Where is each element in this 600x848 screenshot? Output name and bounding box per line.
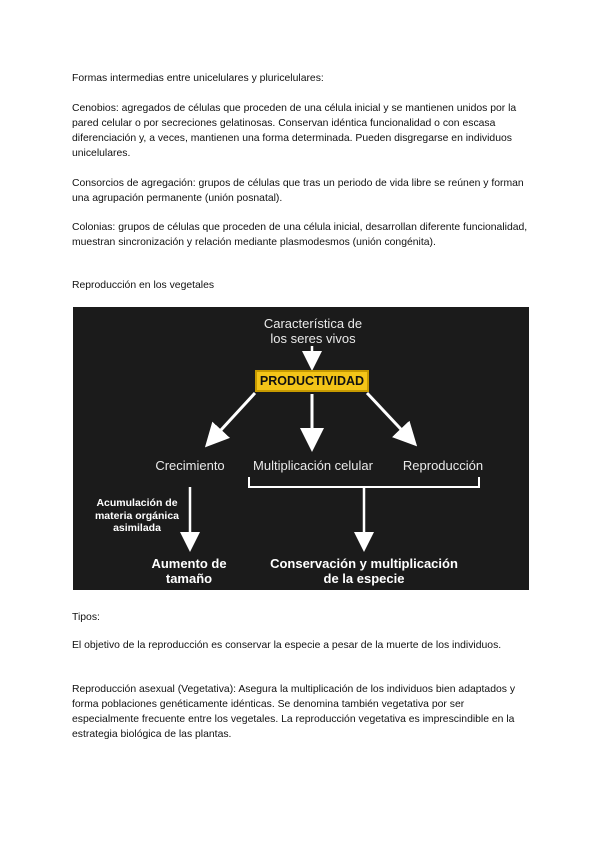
- label-reproduccion: Reproducción: [402, 458, 484, 473]
- paragraph-consorcios: Consorcios de agregación: grupos de células que tras un periodo de vida libre se reúnen y forman una agrupación permanente (unión posnatal).: [72, 178, 524, 204]
- arrow-to-crecimiento: [209, 393, 255, 443]
- label-crecimiento: Crecimiento: [155, 458, 225, 473]
- label-aumento-tamano: Aumento de tamaño: [151, 556, 227, 586]
- heading-tipos: Tipos:: [72, 612, 100, 623]
- diagram-lines: [73, 307, 529, 590]
- heading-formas-intermedias: Formas intermedias entre unicelulares y pluricelulares:: [72, 73, 324, 84]
- bracket: [249, 477, 479, 487]
- arrow-to-reproduccion: [367, 393, 413, 442]
- paragraph-cenobios: Cenobios: agregados de células que proceden de una célula inicial y se mantienen unidos por la pared celular o por secreciones gelatinosas. Conservan idéntica funcionalidad o con escasa diferenciación y, a veces, mantienen una forma determinada. Pueden disgregarse en individuos unicelulares.: [72, 103, 517, 159]
- paragraph-reproduccion-asexual: Reproducción asexual (Vegetativa): Asegura la multiplicación de los individuos bien adaptados y forma poblaciones genéticamente idénticas. Se denomina también vegetativa por ser especialmente frecuente entre los vegetales. La reproducción vegetativa es imprescindible en la estrategia biológica de las plantas.: [72, 684, 516, 740]
- label-conservacion: Conservación y multiplicación de la especie: [270, 556, 458, 586]
- paragraph-colonias: Colonias: grupos de células que proceden de una célula inicial, desarrollan diferente funcionalidad, muestran sincronización y relación mediante plasmodesmos (unión congénita).: [72, 222, 528, 248]
- label-multiplicacion-celular: Multiplicación celular: [253, 458, 373, 473]
- productividad-diagram: [73, 307, 529, 590]
- paragraph-objetivo: El objetivo de la reproducción es conservar la especie a pesar de la muerte de los individuos.: [72, 640, 502, 651]
- productividad-box: PRODUCTIVIDAD: [255, 370, 369, 392]
- label-acumulacion: Acumulación de materia orgánica asimilada: [94, 497, 180, 534]
- heading-reproduccion-vegetales: Reproducción en los vegetales: [72, 280, 215, 291]
- diagram-title: Característica de los seres vivos: [263, 316, 363, 346]
